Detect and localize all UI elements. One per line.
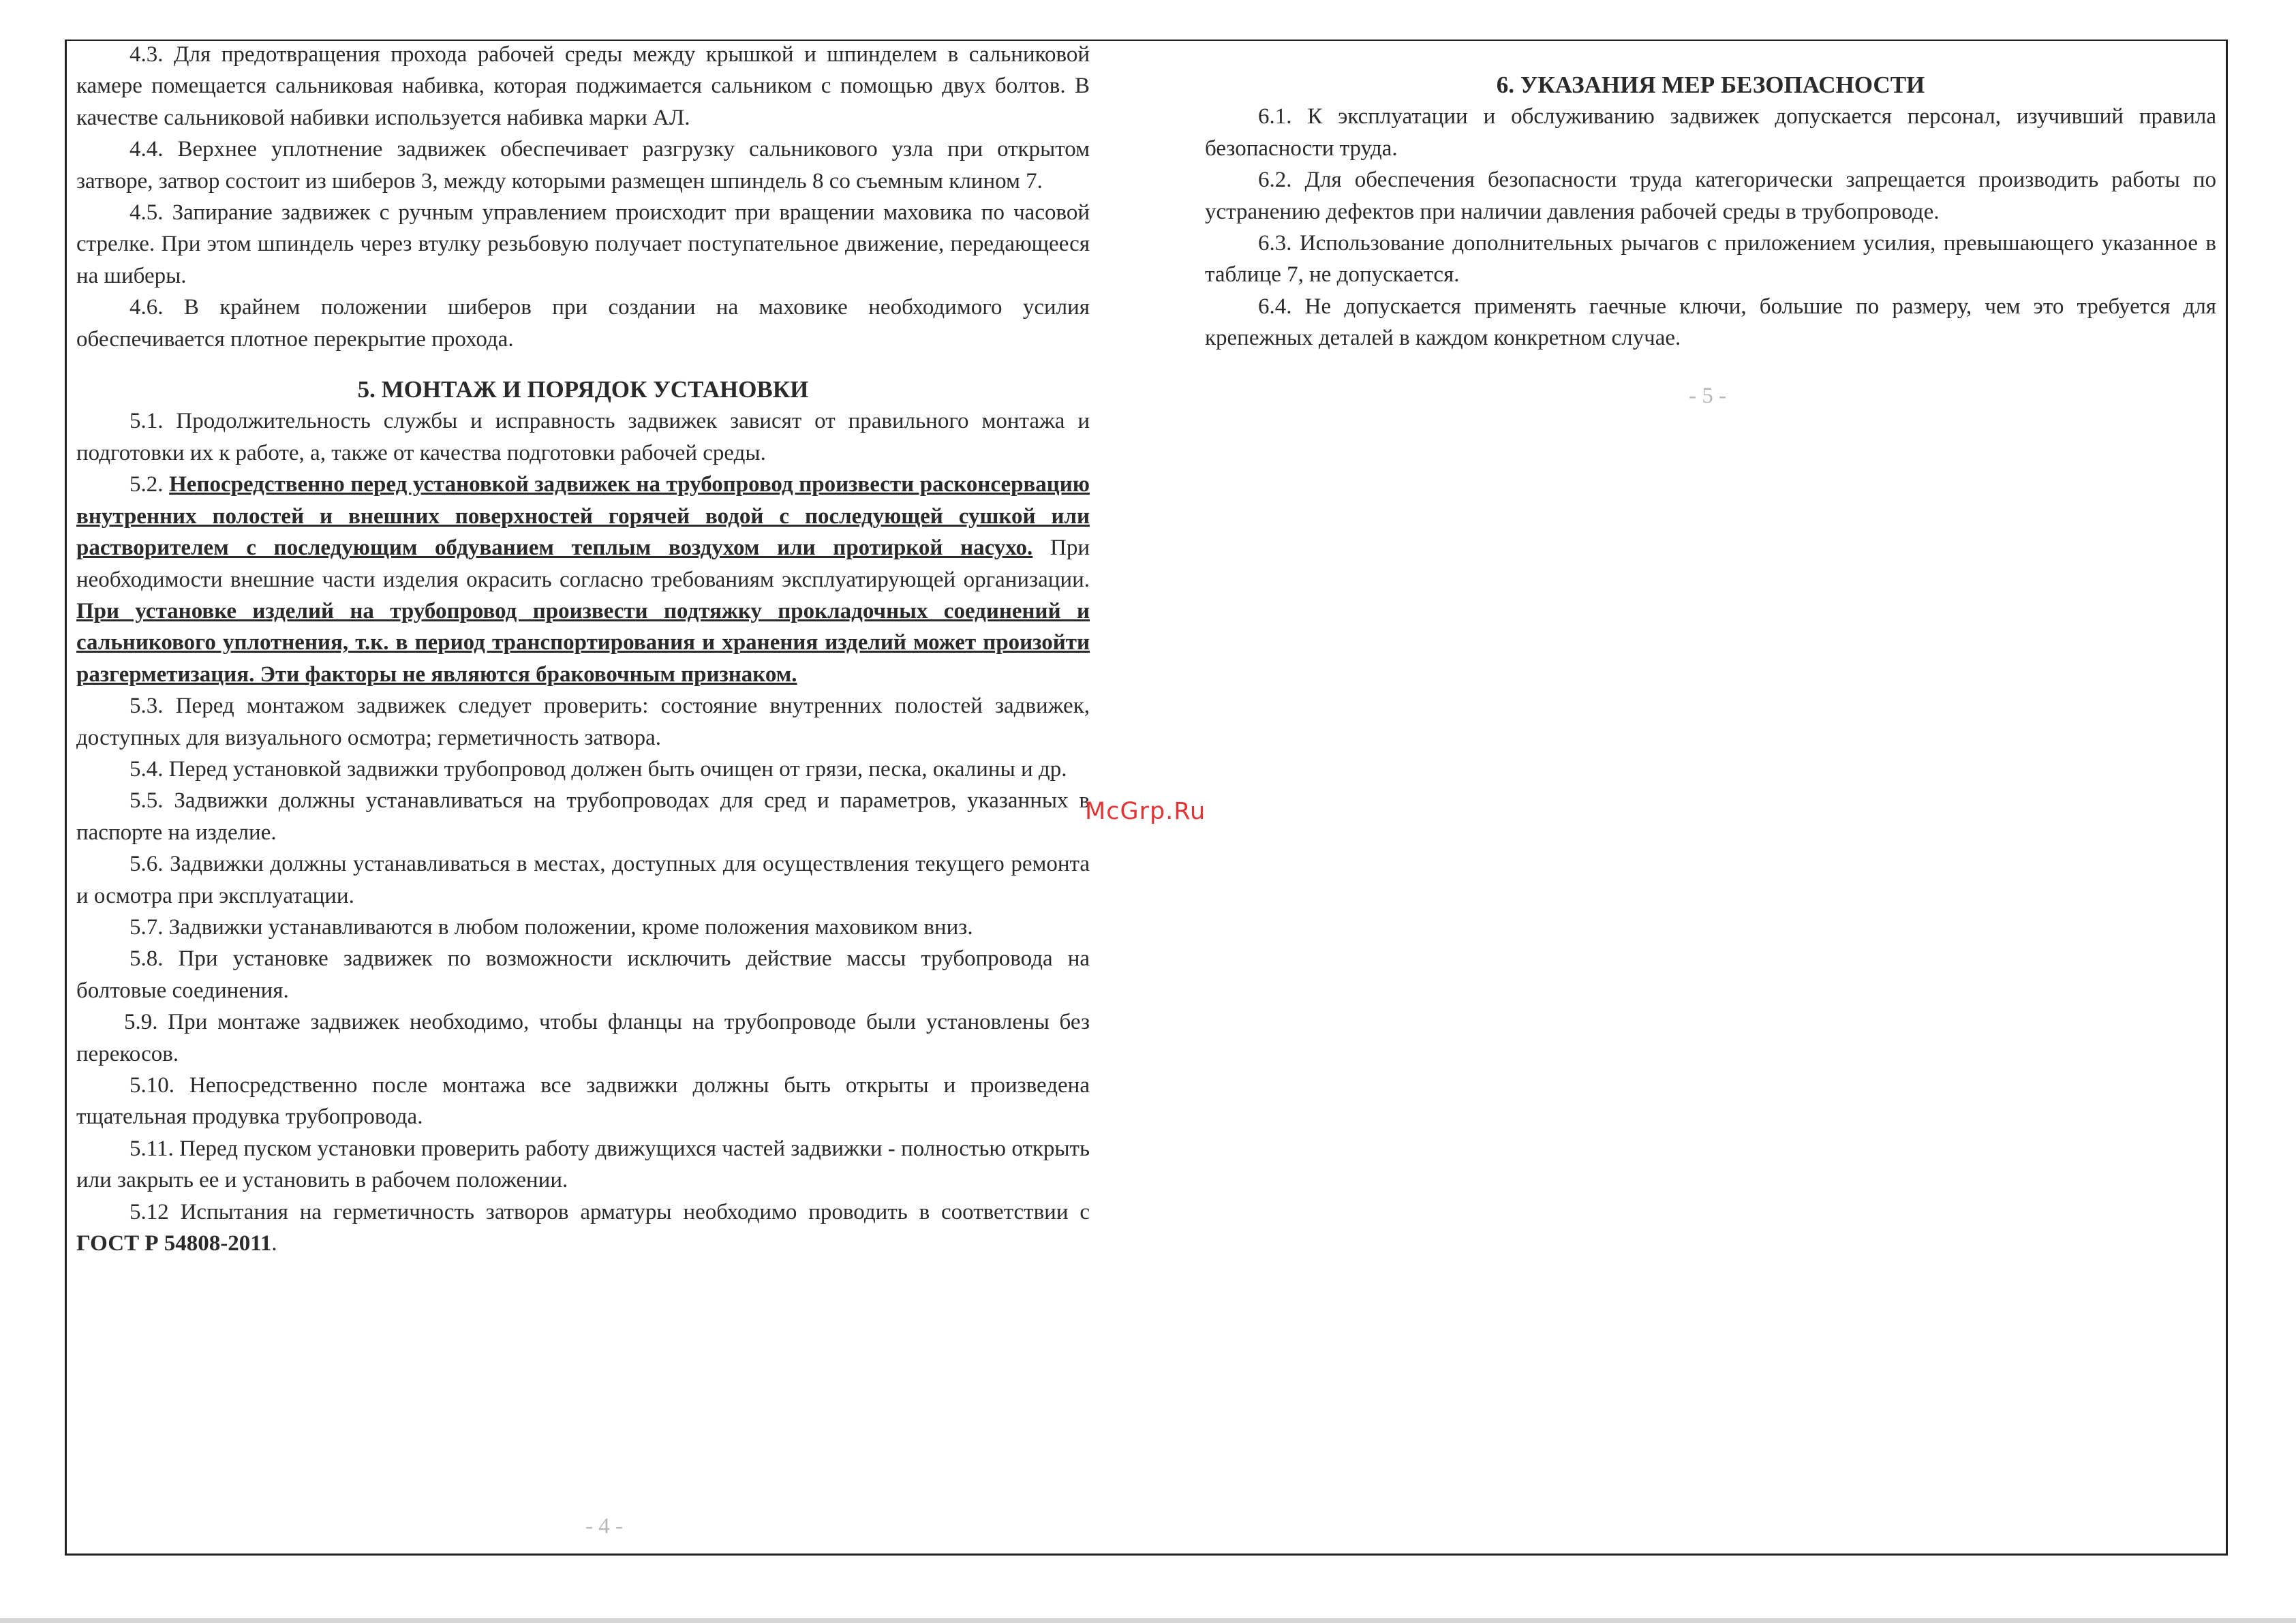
- paragraph-5-12-text: 5.12 Испытания на герметичность затворов арматуры необходимо проводить в соответствии с: [129, 1199, 1090, 1224]
- paragraph-5-6: 5.6. Задвижки должны устанавливаться в местах, доступных для осуществления текущего ремонта и осмотра при эксплуатации.: [76, 852, 1090, 908]
- bottom-scan-edge: [0, 1618, 2296, 1623]
- paragraph-5-12-end: .: [271, 1231, 277, 1256]
- paragraph-4-3: 4.3. Для предотвращения прохода рабочей среды между крышкой и шпинделем в сальниковой камере помещается сальниковая набивка, которая поджимается сальником с помощью двух болтов. В качестве сальниковой набивки используется набивка марки АЛ.: [76, 42, 1090, 130]
- paragraph-5-8: 5.8. При установке задвижек по возможности исключить действие массы трубопровода на болтовые соединения.: [76, 946, 1090, 1003]
- site-watermark: McGrp.Ru: [1085, 798, 1206, 825]
- paragraph-5-2-number: 5.2.: [129, 472, 170, 497]
- left-page-column: [76, 39, 1090, 1259]
- paragraph-5-12: [76, 1196, 1090, 1260]
- page-number-left: - 4 -: [585, 1514, 623, 1539]
- paragraph-5-1: 5.1. Продолжительность службы и исправность задвижек зависят от правильного монтажа и подготовки их к работе, а, также от качества подготовки рабочей среды.: [76, 409, 1090, 465]
- gost-standard: ГОСТ Р 54808-2011: [76, 1231, 272, 1256]
- paragraph-6-3: 6.3. Использование дополнительных рычагов с приложением усилия, превышающего указанное в таблице 7, не допускается.: [1205, 231, 2216, 288]
- paragraph-5-3: 5.3. Перед монтажом задвижек следует проверить: состояние внутренних полостей задвижек, доступных для визуального осмотра; герметичность затвора.: [76, 694, 1090, 750]
- paragraph-5-9: 5.9. При монтаже задвижек необходимо, чтобы фланцы на трубопроводе были установлены без перекосов.: [76, 1010, 1090, 1066]
- paragraph-5-4: 5.4. Перед установкой задвижки трубопровод должен быть очищен от грязи, песка, окалины и др.: [129, 756, 1067, 782]
- paragraph-5-2: [76, 469, 1090, 690]
- paragraph-5-2-bold-instruction: Непосредственно перед установкой задвижек на трубопровод произвести расконсервацию внутренних полостей и внешних поверхностей горячей водой с последующей сушкой или растворителем с последующим обдуванием теплым воздухом или протиркой насухо.: [76, 472, 1090, 561]
- paragraph-6-2: 6.2. Для обеспечения безопасности труда категорически запрещается производить работы по устранению дефектов при наличии давления рабочей среды в трубопроводе.: [1205, 168, 2216, 224]
- paragraph-5-5: 5.5. Задвижки должны устанавливаться на трубопроводах для сред и параметров, указанных в паспорте на изделие.: [76, 788, 1090, 845]
- paragraph-4-6: 4.6. В крайнем положении шиберов при создании на маховике необходимого усилия обеспечивается плотное перекрытие прохода.: [76, 295, 1090, 352]
- paragraph-5-11: 5.11. Перед пуском установки проверить работу движущихся частей задвижки - полностью открыть или закрыть ее и установить в рабочем положении.: [76, 1136, 1090, 1193]
- right-page-column: [1205, 69, 2216, 354]
- paragraph-4-4: 4.4. Верхнее уплотнение задвижек обеспечивает разгрузку сальникового узла при открытом затворе, затвор состоит из шиберов 3, между которыми размещен шпиндель 8 со съемным клином 7.: [76, 137, 1090, 194]
- paragraph-5-2-bold-warning: При установке изделий на трубопровод произвести подтяжку прокладочных соединений и сальникового уплотнения, т.к. в период транспортирования и хранения изделий может произойти разгерметизация. Эти факторы не являются браковочным признаком.: [76, 598, 1090, 687]
- paragraph-5-2-normal-text: При необходимости внешние части изделия окрасить согласно требованиям эксплуатирующей организации.: [76, 536, 1090, 592]
- paragraph-4-5: 4.5. Запирание задвижек с ручным управлением происходит при вращении маховика по часовой стрелке. При этом шпиндель через втулку резьбовую получает поступательное движение, передающееся на шиберы.: [76, 200, 1090, 288]
- paragraph-5-7: 5.7. Задвижки устанавливаются в любом положении, кроме положения маховиком вниз.: [129, 914, 973, 940]
- paragraph-6-4: 6.4. Не допускается применять гаечные ключи, большие по размеру, чем это требуется для крепежных деталей в каждом конкретном случае.: [1205, 294, 2216, 351]
- section-6-title: 6. УКАЗАНИЯ МЕР БЕЗОПАСНОСТИ: [1496, 72, 1925, 98]
- page-number-right: - 5 -: [1689, 384, 1726, 408]
- section-5-title: 5. МОНТАЖ И ПОРЯДОК УСТАНОВКИ: [357, 376, 809, 403]
- paragraph-5-10: 5.10. Непосредственно после монтажа все задвижки должны быть открыты и произведена тщательная продувка трубопровода.: [76, 1073, 1090, 1130]
- paragraph-6-1: 6.1. К эксплуатации и обслуживанию задвижек допускается персонал, изучивший правила безопасности труда.: [1205, 104, 2216, 161]
